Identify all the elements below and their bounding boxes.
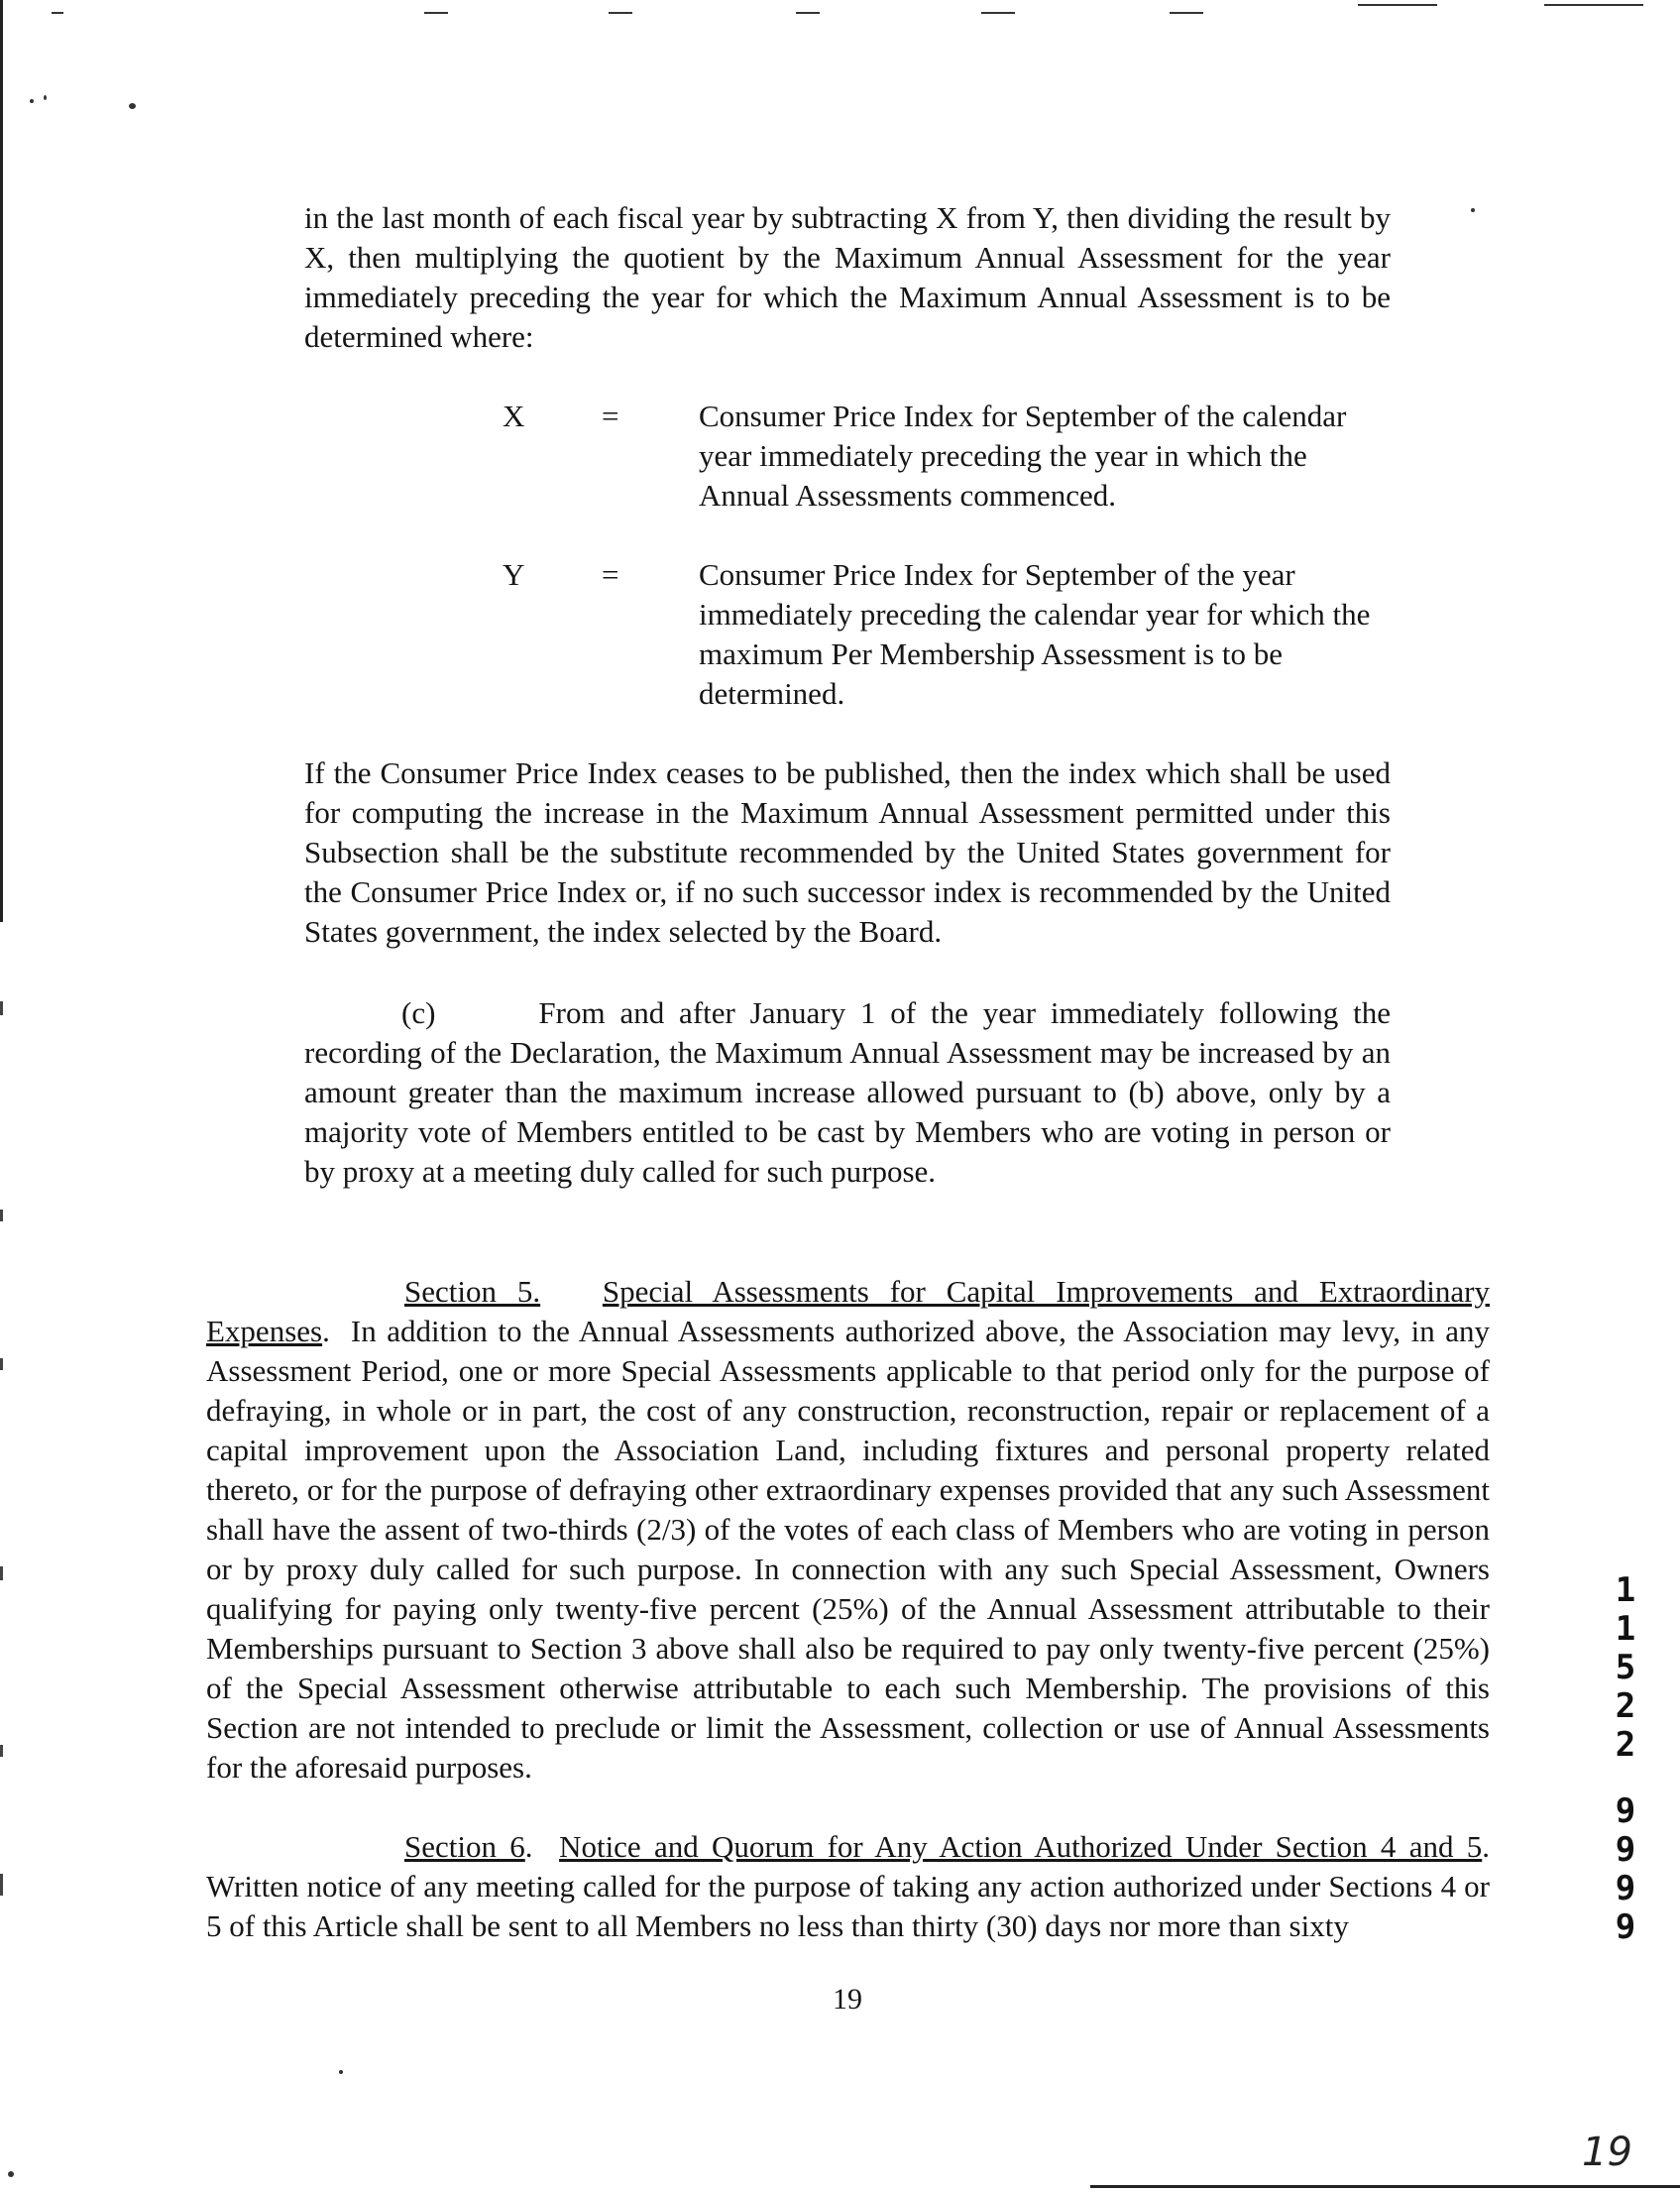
scan-top-mark <box>609 12 632 14</box>
section-5-label: Section 5. <box>404 1274 541 1309</box>
margin-digit: 9 <box>1615 1869 1636 1908</box>
margin-digit: 9 <box>1615 1830 1636 1870</box>
margin-recording-number <box>1612 1571 1639 1947</box>
subsection-c-text: From and after January 1 of the year immediately following the recording of the Declaration, the Maximum Annual Assessment may be increased by an amount greater than the maximum increase allowed pursuant to (b) above, only by a majority vote of Members entitled to be cast by Members who are voting in person or by proxy at a meeting duly called for such purpose. <box>304 995 1391 1189</box>
scan-top-mark <box>1544 4 1643 6</box>
margin-digit: 2 <box>1615 1725 1636 1765</box>
section-6-heading-end: . <box>1482 1829 1490 1864</box>
scan-edge-tick <box>0 1358 3 1370</box>
scan-top-mark <box>52 12 63 14</box>
scan-speck <box>1471 208 1475 212</box>
handwritten-page-number: 19 <box>1582 2130 1632 2175</box>
margin-digit: 9 <box>1615 1791 1636 1831</box>
scan-left-edge <box>0 0 3 922</box>
section-6-label: Section 6 <box>404 1829 525 1864</box>
scan-top-mark <box>1170 12 1203 14</box>
section-6-label-end: . <box>524 1829 533 1864</box>
subsection-c <box>304 993 1391 1192</box>
definition-symbol: X <box>503 399 525 433</box>
section-6 <box>206 1827 1490 1946</box>
scan-edge-tick <box>0 1566 3 1580</box>
cpi-paragraph: If the Consumer Price Index ceases to be published, then the index which shall be used for computing the increase in the Maximum Annual Assessment permitted under this Subsection shall be the substitute recommended by the United States government for the Consumer Price Index or, if no such successor index is recommended by the United States government, the index selected by the Board. <box>304 755 1391 949</box>
margin-digit: 5 <box>1615 1648 1636 1687</box>
section-5-heading: Special Assessments for Capital Improvements and Extraordinary Expenses <box>206 1274 1490 1348</box>
definition-equals: = <box>602 557 619 592</box>
margin-digit: 1 <box>1615 1570 1636 1610</box>
scan-speck <box>44 95 47 100</box>
section-5 <box>206 1272 1490 1788</box>
scan-top-mark <box>796 12 820 14</box>
scan-edge-tick <box>0 1874 3 1896</box>
section-6-heading: Notice and Quorum for Any Action Authorized Under Section 4 and 5 <box>559 1829 1483 1864</box>
scan-speck <box>8 2171 14 2177</box>
definition-text: Consumer Price Index for September of the calendar year immediately preceding the year in which the Annual Assessments commenced. <box>699 399 1347 513</box>
scan-bottom-rule <box>1090 2185 1680 2188</box>
scan-speck <box>339 2070 343 2074</box>
section-5-text: In addition to the Annual Assessments authorized above, the Association may levy, in any Assessment Period, one or more Special Assessments applicable to that period only for the purpose of defraying, in whole or in part, the cost of any construction, reconstruction, repair or replacement of a capital improvement upon the Association Land, including fixtures and personal property related thereto, or for the purpose of defraying other extraordinary expenses provided that any such Assessment shall have the assent of two-thirds (2/3) of the votes of each class of Members who are voting in person or by proxy duly called for such purpose. In connection with any such Special Assessment, Owners qualifying for paying only twenty-five percent (25%) of the Annual Assessment attributable to their Memberships pursuant to Section 3 above shall also be required to pay only twenty-five percent (25%) of the Special Assessment otherwise attributable to each such Membership. The provisions of this Section are not intended to preclude or limit the Assessment, collection or use of Annual Assessments for the aforesaid purposes. <box>206 1314 1490 1785</box>
section-6-text: Written notice of any meeting called for the purpose of taking any action authorized under Sections 4 or 5 of this Article shall be sent to all Members no less than thirty (30) days nor more than sixty <box>206 1869 1490 1943</box>
scan-edge-tick <box>0 1210 3 1221</box>
margin-gap <box>1612 1765 1639 1792</box>
scan-edge-tick <box>0 1001 3 1015</box>
definition-equals: = <box>602 399 619 433</box>
scan-top-mark <box>424 12 448 14</box>
definition-text: Consumer Price Index for September of the year immediately preceding the calendar year for which the maximum Per Membership Assessment is to be determined. <box>699 557 1371 711</box>
definition-symbol: Y <box>503 557 525 592</box>
scan-speck <box>129 103 136 109</box>
margin-digit: 1 <box>1615 1609 1636 1649</box>
page-number: 19 <box>833 1983 862 2016</box>
intro-paragraph: in the last month of each fiscal year by subtracting X from Y, then dividing the result by X, then multiplying the quotient by the Maximum Annual Assessment for the year immediately preceding the year for which the Maximum Annual Assessment is to be determined where: <box>304 200 1391 354</box>
margin-digit: 2 <box>1615 1686 1636 1726</box>
subsection-c-label: (c) <box>401 995 436 1030</box>
scan-top-mark <box>1358 4 1437 6</box>
scan-top-mark <box>981 12 1015 14</box>
margin-digit: 9 <box>1615 1907 1636 1947</box>
scan-edge-tick <box>0 1745 3 1757</box>
section-5-heading-end: . <box>322 1314 330 1348</box>
scan-speck <box>30 99 34 103</box>
